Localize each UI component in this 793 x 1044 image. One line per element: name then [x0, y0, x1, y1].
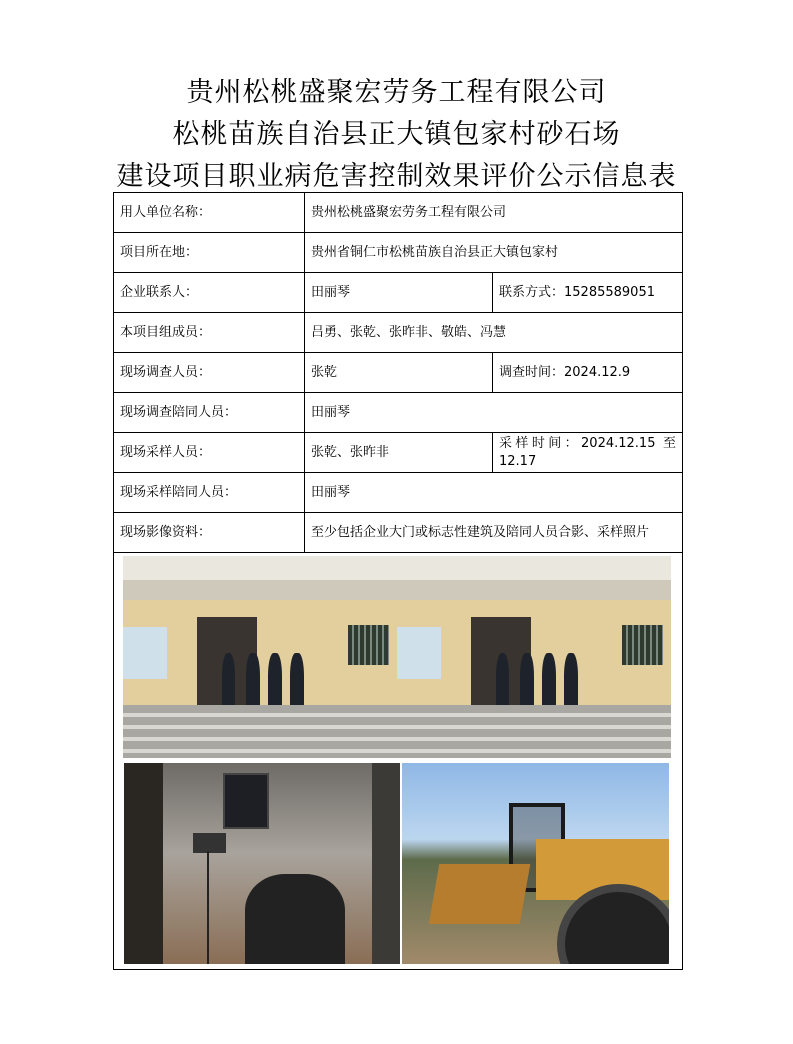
sampling-photo-indoor	[124, 763, 400, 964]
row-value: 吕勇、张乾、张昨非、敬皓、冯慧	[305, 313, 683, 353]
table-row	[114, 393, 683, 433]
title-line-3: 建设项目职业病危害控制效果评价公示信息表	[116, 161, 677, 192]
row-label: 企业联系人：	[114, 273, 305, 313]
row-value: 田丽琴	[305, 473, 683, 513]
row-value: 田丽琴	[305, 393, 683, 433]
row-extra: 联系方式：15285589051	[493, 273, 683, 313]
title-line-1: 贵州松桃盛聚宏劳务工程有限公司	[186, 77, 607, 108]
row-label: 现场采样人员：	[114, 433, 305, 473]
row-value: 贵州松桃盛聚宏劳务工程有限公司	[305, 193, 683, 233]
row-value: 至少包括企业大门或标志性建筑及陪同人员合影、采样照片	[305, 513, 683, 553]
table-row	[114, 313, 683, 353]
row-label: 现场影像资料：	[114, 513, 305, 553]
row-extra: 采样时间：2024.12.15 至 12.17	[493, 433, 683, 473]
table-row	[114, 273, 683, 313]
row-extra: 调查时间：2024.12.9	[493, 353, 683, 393]
row-label: 用人单位名称：	[114, 193, 305, 233]
row-value: 田丽琴	[305, 273, 493, 313]
row-label: 现场采样陪同人员：	[114, 473, 305, 513]
row-label: 项目所在地：	[114, 233, 305, 273]
table-row	[114, 233, 683, 273]
row-label: 本项目组成员：	[114, 313, 305, 353]
sampling-photo-loader	[402, 763, 669, 964]
table-row	[114, 433, 683, 473]
table-row	[114, 473, 683, 513]
row-label: 现场调查人员：	[114, 353, 305, 393]
row-label: 现场调查陪同人员：	[114, 393, 305, 433]
title-line-2: 松桃苗族自治县正大镇包家村砂石场	[172, 119, 621, 150]
row-value: 张乾	[305, 353, 493, 393]
table-row	[114, 193, 683, 233]
row-value: 张乾、张昨非	[305, 433, 493, 473]
table-row	[114, 353, 683, 393]
group-photo-1	[123, 556, 397, 758]
row-value: 贵州省铜仁市松桃苗族自治县正大镇包家村	[305, 233, 683, 273]
table-row	[114, 513, 683, 553]
group-photo-2	[397, 556, 671, 758]
